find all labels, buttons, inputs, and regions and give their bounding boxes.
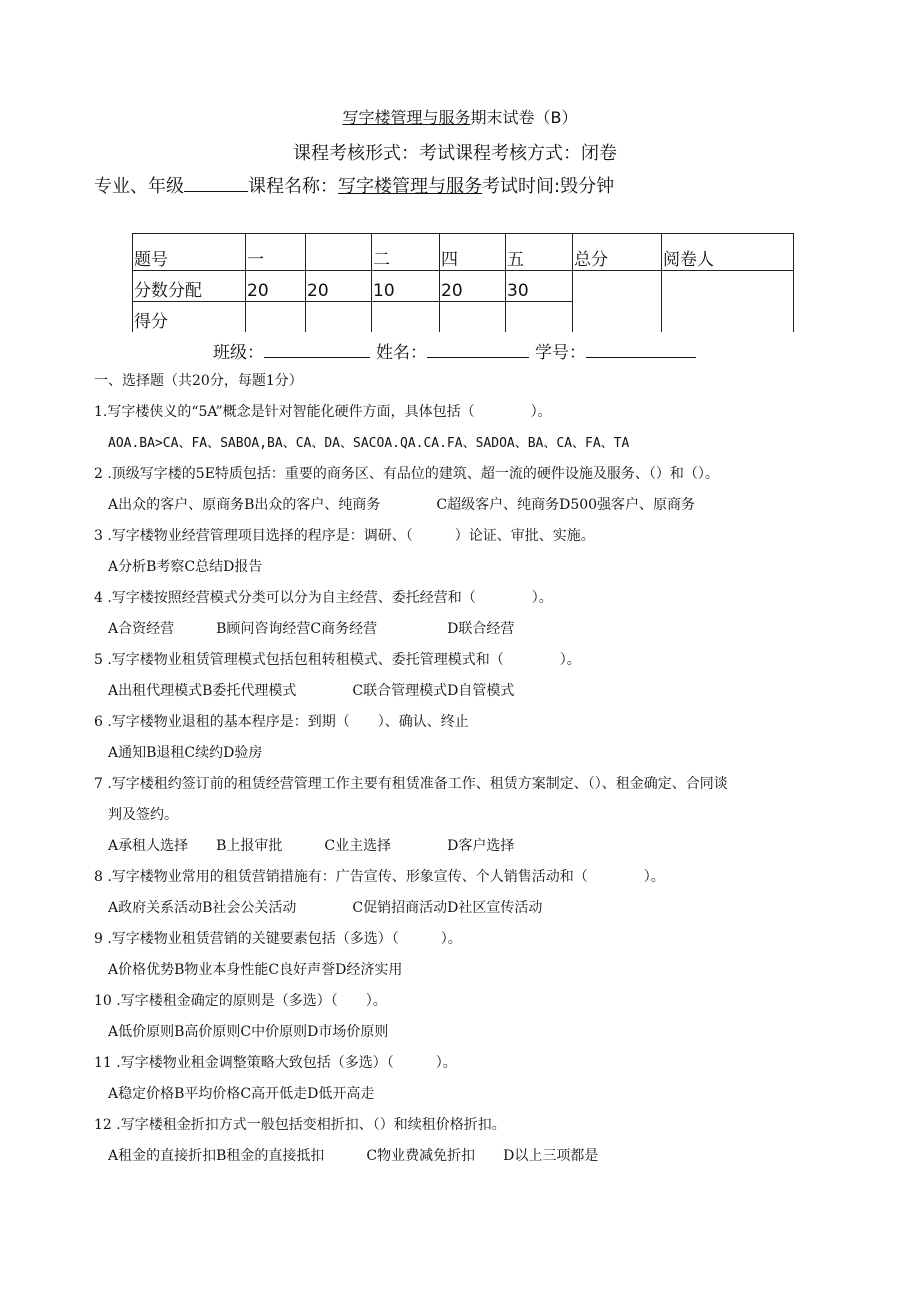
question-options: A价格优势B物业本身性能C良好声誉D经济实用 xyxy=(108,962,403,978)
question-text: 5 .写字楼物业租赁管理模式包括包租转租模式、委托管理模式和（ ）。 xyxy=(94,652,581,668)
student-id-label: 学号： xyxy=(535,343,586,363)
question-text: 2 .顶级写字楼的5E特质包括：重要的商务区、有品位的建筑、超一流的硬件设施及服务、（）和（）。 xyxy=(94,466,719,482)
title-course: 写字楼管理与服务 xyxy=(342,108,471,127)
total-score-cell xyxy=(573,271,662,333)
question-text: 4 .写字楼按照经营模式分类可以分为自主经营、委托经营和（ ）。 xyxy=(94,590,553,606)
exam-form-line: 课程考核形式：考试课程考核方式：闭卷 xyxy=(293,143,617,164)
name-label: 姓名： xyxy=(376,343,427,363)
question-options: A分析B考察C总结D报告 xyxy=(108,559,263,575)
table-cell: 得分 xyxy=(133,302,246,333)
question-options: A低价原则B高价原则C中价原则D市场价原则 xyxy=(108,1024,389,1040)
question-text: 11 .写字楼物业租金调整策略大致包括（多选）（ ）。 xyxy=(94,1055,457,1071)
question-text: 8 .写字楼物业常用的租赁营销措施有：广告宣传、形象宣传、个人销售活动和（ ）。 xyxy=(94,869,665,885)
question-text-continued: 判及签约。 xyxy=(108,807,178,823)
table-cell: 20 xyxy=(246,271,306,302)
question-text: 7 .写字楼租约签订前的租赁经营管理工作主要有租赁准备工作、租赁方案制定、（）、租金确定、合同谈 xyxy=(94,776,728,792)
student-info-line xyxy=(213,338,702,363)
table-cell: 一 xyxy=(246,234,306,271)
question-options: A通知B退租C续约D验房 xyxy=(108,745,263,761)
course-name-label: 课程名称： xyxy=(248,176,338,197)
table-cell: 阅卷人 xyxy=(662,234,794,271)
question-text: 1.写字楼侠义的“5A”概念是针对智能化硬件方面，具体包括（ ）。 xyxy=(94,404,552,420)
question-text: 6 .写字楼物业退租的基本程序是：到期（ ）、确认、终止 xyxy=(94,714,469,730)
table-cell: 20 xyxy=(440,271,506,302)
question-text: 3 .写字楼物业经营管理项目选择的程序是：调研、（ ）论证、审批、实施。 xyxy=(94,528,595,544)
table-cell xyxy=(246,302,306,333)
question-options: AOA.BA>CA、FA、SABOA,BA、CA、DA、SACOA.QA.CA.FA、SADOA、BA、CA、FA、TA xyxy=(108,436,630,451)
question-options: A出众的客户、原商务B出众的客户、纯商务 C超级客户、纯商务D500强客户、原商务 xyxy=(108,497,696,513)
grader-cell xyxy=(662,271,794,333)
exam-time: 考试时间:毁分钟 xyxy=(482,176,615,197)
name-blank xyxy=(427,343,529,358)
question-text: 9 .写字楼物业租赁营销的关键要素包括（多选）（ ）。 xyxy=(94,931,462,947)
question-options: A稳定价格B平均价格C高开低走D低开高走 xyxy=(108,1086,375,1102)
score-table-row xyxy=(133,271,794,302)
table-cell: 30 xyxy=(506,271,573,302)
major-grade-label: 专业、年级 xyxy=(94,176,184,197)
table-cell: 10 xyxy=(372,271,440,302)
question-options: A政府关系活动B社会公关活动 C促销招商活动D社区宣传活动 xyxy=(108,900,543,916)
table-cell xyxy=(306,302,372,333)
table-cell: 总分 xyxy=(573,234,662,271)
title-rest: 期末试卷（B） xyxy=(470,108,578,127)
table-cell: 二 xyxy=(372,234,440,271)
table-cell xyxy=(306,234,372,271)
question-text: 12 .写字楼租金折扣方式一般包括变相折扣、（）和续租价格折扣。 xyxy=(94,1117,506,1133)
table-cell xyxy=(506,302,573,333)
table-cell: 分数分配 xyxy=(133,271,246,302)
question-text: 10 .写字楼租金确定的原则是（多选）（ ）。 xyxy=(94,993,387,1009)
question-options: A承租人选择 B上报审批 C业主选择 D客户选择 xyxy=(108,838,515,854)
course-name-value: 写字楼管理与服务 xyxy=(338,176,482,197)
section-heading: 一、选择题（共20分，每题1分） xyxy=(94,373,303,389)
table-cell: 四 xyxy=(440,234,506,271)
class-label: 班级： xyxy=(213,343,264,363)
question-options: A租金的直接折扣B租金的直接抵扣 C物业费减免折扣 D以上三项都是 xyxy=(108,1148,599,1164)
exam-info-line xyxy=(94,172,614,198)
class-blank xyxy=(264,343,370,358)
question-options: A出租代理模式B委托代理模式 C联合管理模式D自管模式 xyxy=(108,683,515,699)
table-cell xyxy=(440,302,506,333)
score-table xyxy=(132,233,794,332)
question-options: A合资经营 B顾问咨询经营C商务经营 D联合经营 xyxy=(108,621,515,637)
table-cell xyxy=(372,302,440,333)
exam-title xyxy=(0,105,920,128)
table-cell: 五 xyxy=(506,234,573,271)
score-table-row xyxy=(133,234,794,271)
major-grade-blank xyxy=(184,177,248,192)
table-cell: 题号 xyxy=(133,234,246,271)
table-cell: 20 xyxy=(306,271,372,302)
student-id-blank xyxy=(586,343,696,358)
